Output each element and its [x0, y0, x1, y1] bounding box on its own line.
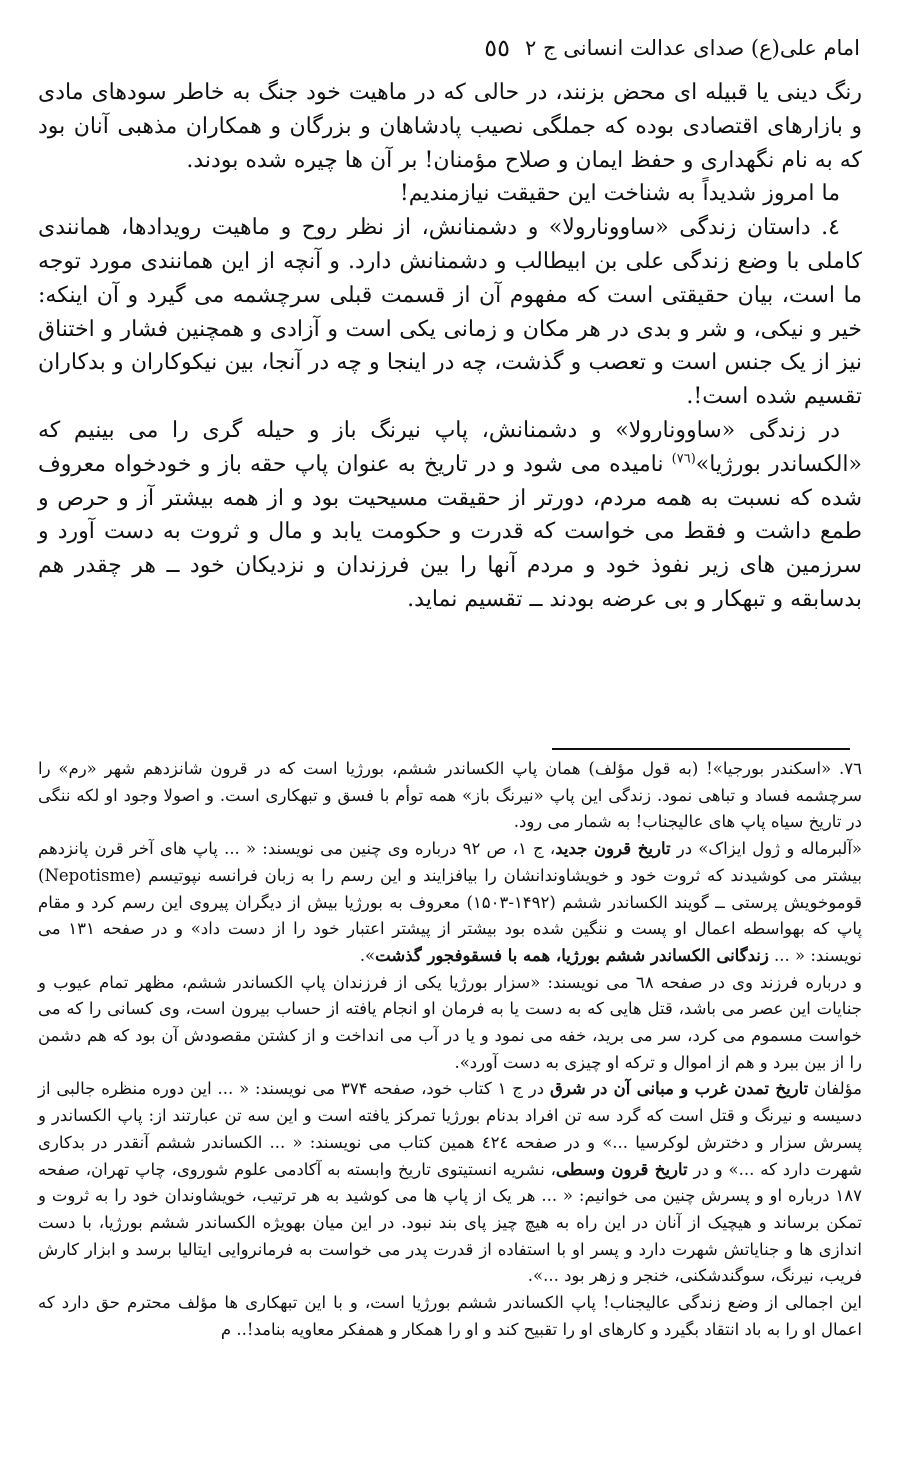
- footnote-translator-note: این اجمالی از وضع زندگی عالیجناب! پاپ الکساندر ششم بورژیا است، و با این تبهکاری ها مؤلف محترم حق دارد که اعمال او را به باد انتقاد بگیرد و کارهای او را تقبیح کند و او را همکار و همفکر معاویه بنامد!.. م: [38, 1293, 862, 1339]
- paragraph-2: ما امروز شدیداً به شناخت این حقیقت نیازمندیم!: [399, 181, 840, 207]
- paragraph-4-rest: نامیده می شود و در تاریخ به عنوان پاپ حقه باز و خودخواه معروف شده که نسبت به همه مردم، دورتر از حقیقت مسیحیت بود و از همه بیشتر آز و حرص و طمع داشت و فقط می خواست که قدرت و حکومت یابد و مال و ثروت به دست آورد و سرزمین های زیر نفوذ خود و مردم آنها را بین فرزندان و نزدیکان خود ــ هر چقدر هم بدسابقه و تبهکار و بی عرضه بودند ــ تقسیم نماید.: [38, 451, 862, 612]
- footnote-cesare-quote: و درباره فرزند وی در صفحه ٦٨ می نویسند: «سزار بورژیا یکی از فرزندان پاپ الکساندر ششم، مظهر تمام عیوب و جنایات این عصر می باشد، قتل هایی که به دست یا به فرمان او انجام یافته از حساب بیرون است، وی کسانی را که می خواست مسموم می کرد، سر می برید، خفه می نمود و یا در آب می انداخت و از کشتن مقصودش آن بود که هم دشمن را از بین ببرد و هم از اموال و ترکه او چیزی به دست آورد».: [38, 972, 862, 1072]
- book-reference: تاریخ تمدن غرب و مبانی آن در شرق: [549, 1079, 809, 1099]
- page-number: ٥٥: [484, 34, 510, 62]
- book-reference: تاریخ قرون جدید: [555, 839, 671, 859]
- footnote-reference[interactable]: (٧٦): [671, 451, 696, 467]
- footnote-western-civ-quote: مؤلفان تاریخ تمدن غرب و مبانی آن در شرق در ج ۱ کتاب خود، صفحه ۳۷۴ می نویسند: « ... این دوره منظره جالبی از دسیسه و نیرنگ و قتل است که گرد سه تن افراد بدنام بورژیا تمرکز یافته است و این سه تن عبارتند از: پاپ الکساندر و پسرش سزار و دخترش لوکرسیا ...» و در صفحه ٤٢٤ همین کتاب می نویسند: « ... الکساندر ششم آنقدر در بدکاری شهرت دارد که ...» و در تاریخ قرون وسطی، نشریه انستیتوی تاریخ وابسته به آکادمی علوم شوروی، چاپ تهران، صفحه ۱۸۷ درباره او و پسرش چنین می خوانیم: « ... هر یک از پاپ ها می کوشید به هر ترتیب، خویشاوندان خود را به ثروت و تمکن برساند و هیچیک از آنان در این راه به هیچ چیز پای بند نبود. در این میان بهویژه الکساندر ششم بورژیا، با دست اندازی ها و جنایاتش شهرت دارد و پسر او با استفاده از قدرت پدر می خواست به فرمانروایی ایتالیا برسد و ابزار کارش فریب، نیرنگ، سوگندشکنی، خنجر و زهر بود ...».: [38, 1079, 863, 1286]
- main-text: [38, 76, 862, 617]
- footnote-albermale-quote: «آلبرماله و ژول ایزاک» در تاریخ قرون جدید، ج ۱، ص ۹۲ درباره وی چنین می نویسند: « ... پاپ های آخر قرن پانزدهم بیشتر می کوشیدند که ثروت خود و خویشاوندانشان را بیافزایند و این رسم را به زبان فرانسه نپوتیسم (Nepotisme) قوموخویش پرستی ــ گویند الکساندر ششم (۱۴۹۲-۱۵۰۳) معروف به بورژیا بیش از دیگران پیروی این رسم کرد و مقام پاپ که بهواسطه اعمال او پست و ننگین شده بود بیشتر از پیشتر اعتبار خود را از دست داد» و در صفحه ۱۳۱ می نویسند: « ... زندگانی الکساندر ششم بورژیا، همه با فسقوفجور گذشت».: [38, 839, 863, 965]
- paragraph-4-start: در زندگی «ساوونارولا» و دشمنانش، پاپ نیرنگ باز و حیله گری را می بینیم که «الکساندر بورژیا»: [38, 417, 862, 477]
- paragraph-1: رنگ دینی یا قبیله ای محض بزنند، در حالی که در ماهیت خود جنگ به خاطر سودهای مادی و بازارهای اقتصادی بوده که جملگی نصیب پادشاهان و بزرگان و همکاران مذهبی آنان بود که به نام نگهداری و حفظ ایمان و صلاح مؤمنان! بر آن ها چیره شده بودند.: [38, 80, 862, 173]
- running-header: [40, 32, 860, 66]
- footnote-76-intro: ٧٦. «اسکندر بورجیا»! (به قول مؤلف) همان پاپ الکساندر ششم، بورژیا است که در قرون شانزدهم شهر «رم» را سرچشمه فساد و تباهی نمود. زندگی این پاپ «نیرنگ باز» همه توأم با فسق و تبهکاری است. و اصولا وجود او لکه ننگی در تاریخ سیاه پاپ های عالیجناب! به شمار می رود.: [38, 759, 862, 832]
- book-reference: تاریخ قرون وسطی: [555, 1159, 688, 1179]
- paragraph-4: [38, 414, 862, 617]
- footnote-section: [38, 756, 862, 1343]
- book-title: امام علی(ع) صدای عدالت انسانی ج ۲: [525, 36, 860, 60]
- footnote-divider: [552, 748, 850, 750]
- paragraph-3: ٤. داستان زندگی «ساوونارولا» و دشمنانش، از نظر روح و ماهیت رویدادها، همانندی کاملی با وضع زندگی علی بن ابیطالب و دشمنانش دارد. و آنچه از این همانندی مورد توجه ما است، بیان حقیقتی است که مفهوم آن از قسمت قبلی سرچشمه می گیرد و آن اینکه: خیر و نیکی، و شر و بدی در هر مکان و زمانی یکی است و آزادی و همچنین فشار و اختناق نیز از یک جنس است و تعصب و گذشت، چه در اینجا و چه در آنجا، بین نیکوکاران و بدکاران تقسیم شده است!.: [38, 215, 862, 410]
- emphasized-quote: زندگانی الکساندر ششم بورژیا، همه با فسقوفجور گذشت: [375, 945, 769, 965]
